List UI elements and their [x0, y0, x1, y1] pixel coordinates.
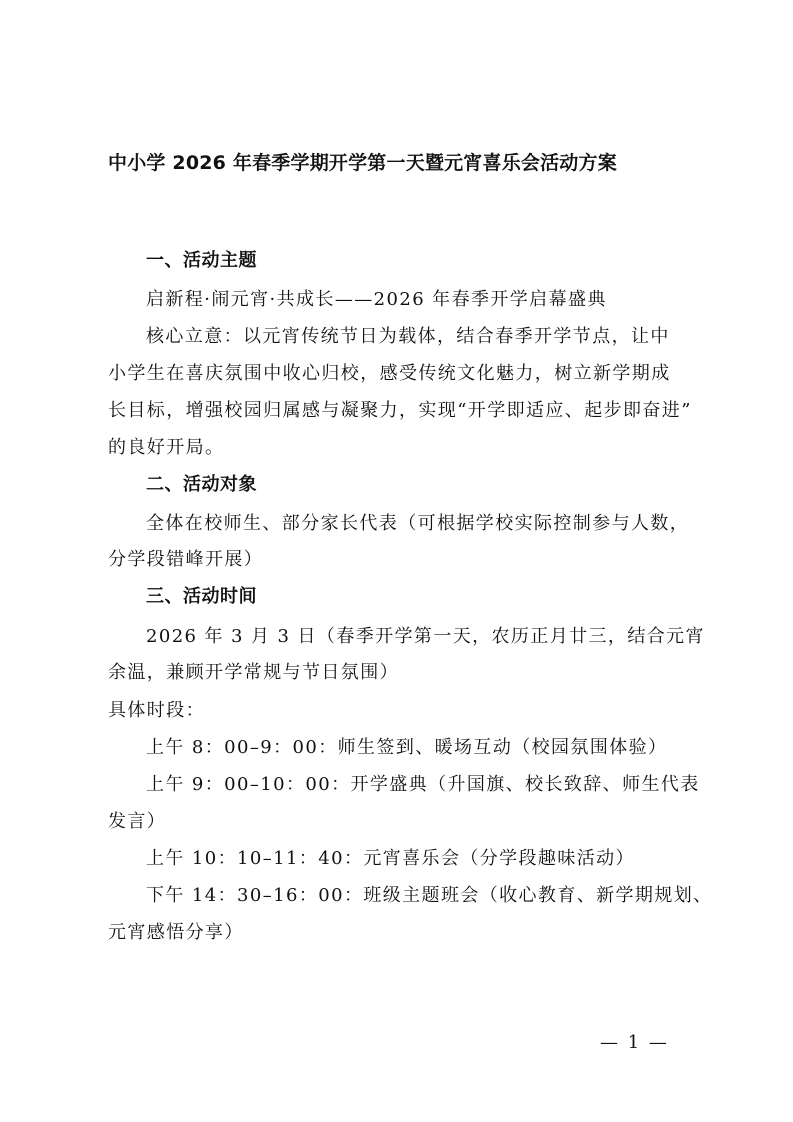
participants-line: 分学段错峰开展）	[108, 549, 264, 570]
schedule-item-continued: 元宵感悟分享）	[108, 922, 244, 943]
intent-line: 长目标，增强校园归属感与凝聚力，实现“开学即适应、起步即奋进”	[108, 400, 692, 421]
schedule-item: 下午 14：30–16：00：班级主题班会（收心教育、新学期规划、	[146, 885, 713, 906]
schedule-item: 上午 9：00–10：00：开学盛典（升国旗、校长致辞、师生代表	[146, 774, 700, 795]
participants-line: 全体在校师生、部分家长代表（可根据学校实际控制参与人数，	[146, 513, 690, 534]
date-line: 余温，兼顾开学常规与节日氛围）	[108, 662, 399, 683]
document-title: 中小学 2026 年春季学期开学第一天暨元宵喜乐会活动方案	[108, 152, 617, 174]
section-heading-theme: 一、活动主题	[146, 250, 257, 271]
date-line: 2026 年 3 月 3 日（春季开学第一天，农历正月廿三，结合元宵	[146, 626, 705, 647]
theme-text: 启新程·闹元宵·共成长——2026 年春季开学启幕盛典	[146, 289, 607, 310]
section-heading-time: 三、活动时间	[146, 586, 257, 607]
schedule-label: 具体时段：	[108, 700, 205, 721]
schedule-item-continued: 发言）	[108, 811, 167, 832]
schedule-item: 上午 10：10–11：40：元宵喜乐会（分学段趣味活动）	[146, 848, 635, 869]
page-number: — 1 —	[600, 1032, 669, 1053]
intent-line: 的良好开局。	[108, 437, 225, 458]
section-heading-participants: 二、活动对象	[146, 474, 257, 495]
schedule-item: 上午 8：00–9：00：师生签到、暖场互动（校园氛围体验）	[146, 737, 668, 758]
intent-line: 小学生在喜庆氛围中收心归校，感受传统文化魅力，树立新学期成	[108, 363, 671, 384]
intent-line: 核心立意：以元宵传统节日为载体，结合春季开学节点，让中	[146, 326, 670, 347]
